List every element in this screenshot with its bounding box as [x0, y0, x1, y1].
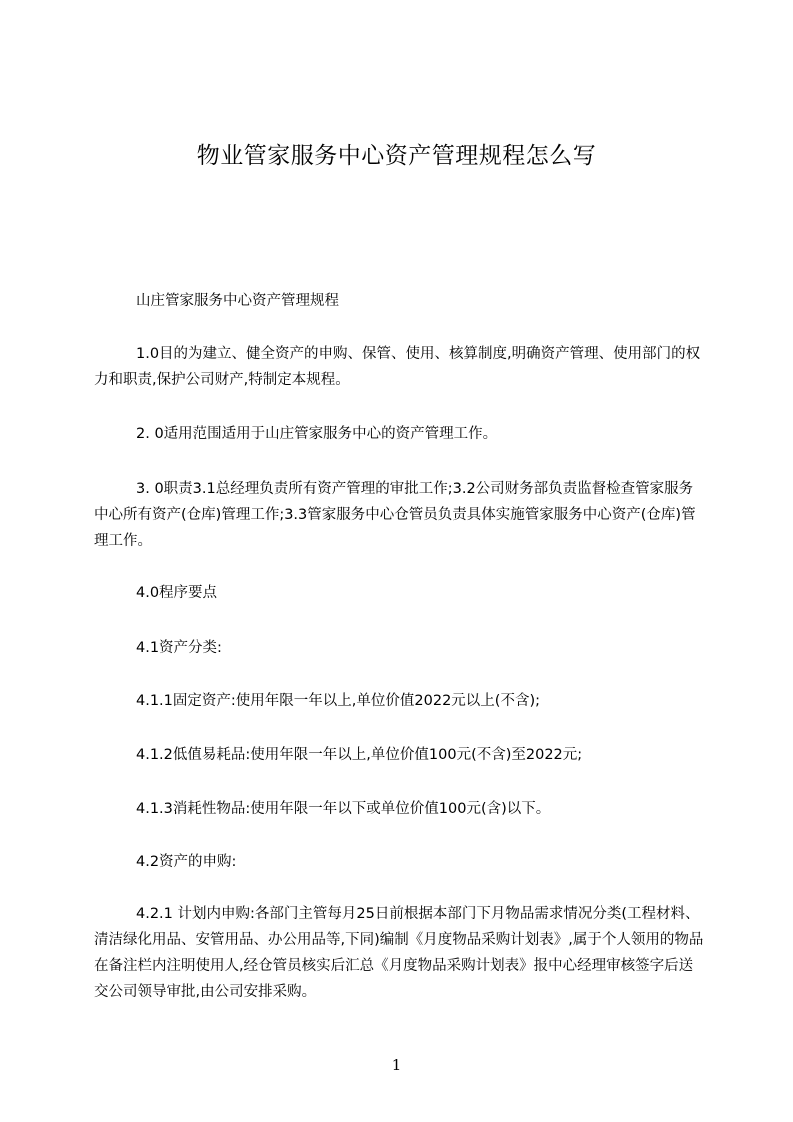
paragraph-consumables: 4.1.3消耗性物品:使用年限一年以下或单位价值100元(含)以下。	[136, 801, 551, 817]
paragraph-low-value: 4.1.2低值易耗品:使用年限一年以上,单位价值100元(不含)至2022元;	[136, 747, 583, 763]
paragraph-fixed-assets: 4.1.1固定资产:使用年限一年以上,单位价值2022元以上(不含);	[136, 693, 540, 709]
paragraph-duties: 3. 0职责3.1总经理负责所有资产管理的审批工作;3.2公司财务部负责监督检查管家服务中心所有资产(仓库)管理工作;3.3管家服务中心仓管员负责具体实施管家服务中心资产(仓库)管理工作。	[94, 481, 696, 549]
paragraph-purpose: 1.0目的为建立、健全资产的申购、保管、使用、核算制度,明确资产管理、使用部门的权力和职责,保护公司财产,特制定本规程。	[94, 346, 701, 388]
page-number: 1	[391, 1056, 402, 1074]
paragraph-scope: 2. 0适用范围适用于山庄管家服务中心的资产管理工作。	[136, 426, 498, 442]
document-title: 物业管家服务中心资产管理规程怎么写	[196, 143, 597, 169]
paragraph-classification: 4.1资产分类:	[136, 640, 222, 656]
paragraph-heading: 山庄管家服务中心资产管理规程	[136, 293, 339, 309]
paragraph-procedure: 4.0程序要点	[136, 585, 218, 601]
paragraph-planned-purchase: 4.2.1 计划内申购:各部门主管每月25日前根据本部门下月物品需求情况分类(工程材料、清洁绿化用品、安管用品、办公用品等,下同)编制《月度物品采购计划表》,属于个人领用的物品在备注栏内注明使用人,经仓管员核实后汇总《月度物品采购计划表》报中心经理审核签字后送交公司领导审批,由公司安排采购。	[94, 906, 704, 1000]
paragraph-procurement: 4.2资产的申购:	[136, 854, 237, 870]
